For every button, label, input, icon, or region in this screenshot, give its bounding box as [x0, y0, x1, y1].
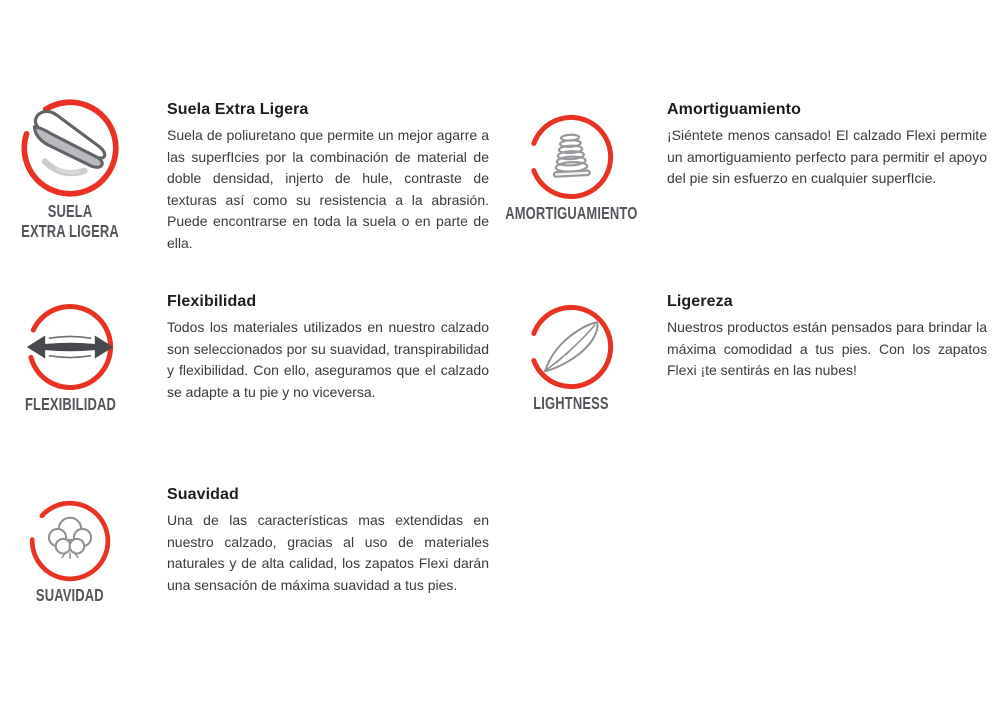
feature-heading: Suavidad — [167, 486, 239, 503]
icon-label-line: SUELA — [47, 201, 93, 221]
feature-body: Todos los materiales utilizados en nuestro calzado son seleccionados por su suavidad, transpirabilidad y flexibilidad. Con ello, aseguramos que el calzado se adapte a tu pie y no viceversa. — [167, 319, 489, 400]
feature-heading: Flexibilidad — [167, 293, 257, 310]
icon-label-line: LIGHTNESS — [533, 393, 609, 413]
feature-body: Una de las características mas extendidas en nuestro calzado, gracias al uso de materiales naturales y de alta calidad, los zapatos Flexi darán una sensación de máxima suavidad a tus pies. — [167, 512, 489, 593]
feature-icon-suela-extra-ligera — [0, 96, 140, 241]
feature-icon-amortiguamiento — [500, 112, 642, 224]
feature-body: Nuestros productos están pensados para brindar la máxima comodidad a tus pies. Con los zapatos Flexi ¡te sentirás en las nubes! — [667, 319, 987, 378]
spring-icon — [526, 112, 616, 202]
feather-icon — [526, 302, 616, 392]
feature-icon-suavidad — [0, 498, 140, 606]
feature-heading: Amortiguamiento — [667, 101, 801, 118]
icon-label-line: EXTRA LIGERA — [21, 220, 119, 241]
feature-text-ligereza — [667, 292, 987, 382]
feature-heading: Suela Extra Ligera — [167, 101, 309, 118]
flex-arrow-icon — [24, 301, 116, 393]
icon-label-line: SUAVIDAD — [36, 585, 104, 605]
icon-label-suavidad — [24, 586, 116, 606]
icon-label-suela-extra-ligera — [4, 202, 136, 241]
feature-text-suavidad — [167, 485, 489, 596]
sole-icon — [18, 96, 122, 200]
icon-label-line: FLEXIBILIDAD — [24, 394, 116, 414]
icon-label-amortiguamiento — [482, 204, 661, 224]
feature-icon-ligereza — [500, 302, 642, 414]
icon-label-line: AMORTIGUAMIENTO — [504, 203, 638, 223]
cotton-icon — [27, 498, 113, 584]
feature-heading: Ligereza — [667, 293, 733, 310]
feature-body: ¡Siéntete menos cansado! El calzado Flexi permite un amortiguamiento perfecto para permitir el apoyo del pie sin esfuerzo en cualquier superfIcie. — [667, 127, 987, 186]
icon-label-flexibilidad — [9, 395, 132, 415]
feature-icon-flexibilidad — [0, 301, 140, 415]
feature-text-amortiguamiento — [667, 100, 987, 190]
icon-label-lightness — [520, 394, 622, 414]
feature-text-flexibilidad — [167, 292, 489, 403]
feature-text-suela-extra-ligera — [167, 100, 489, 254]
feature-body: Suela de poliuretano que permite un mejor agarre a las superfIcies por la combinación de material de doble densidad, injerto de hule, contraste de texturas así como su resistencia a la abrasión. Puede encontrarse en toda la suela o en parte de ella. — [167, 127, 489, 251]
